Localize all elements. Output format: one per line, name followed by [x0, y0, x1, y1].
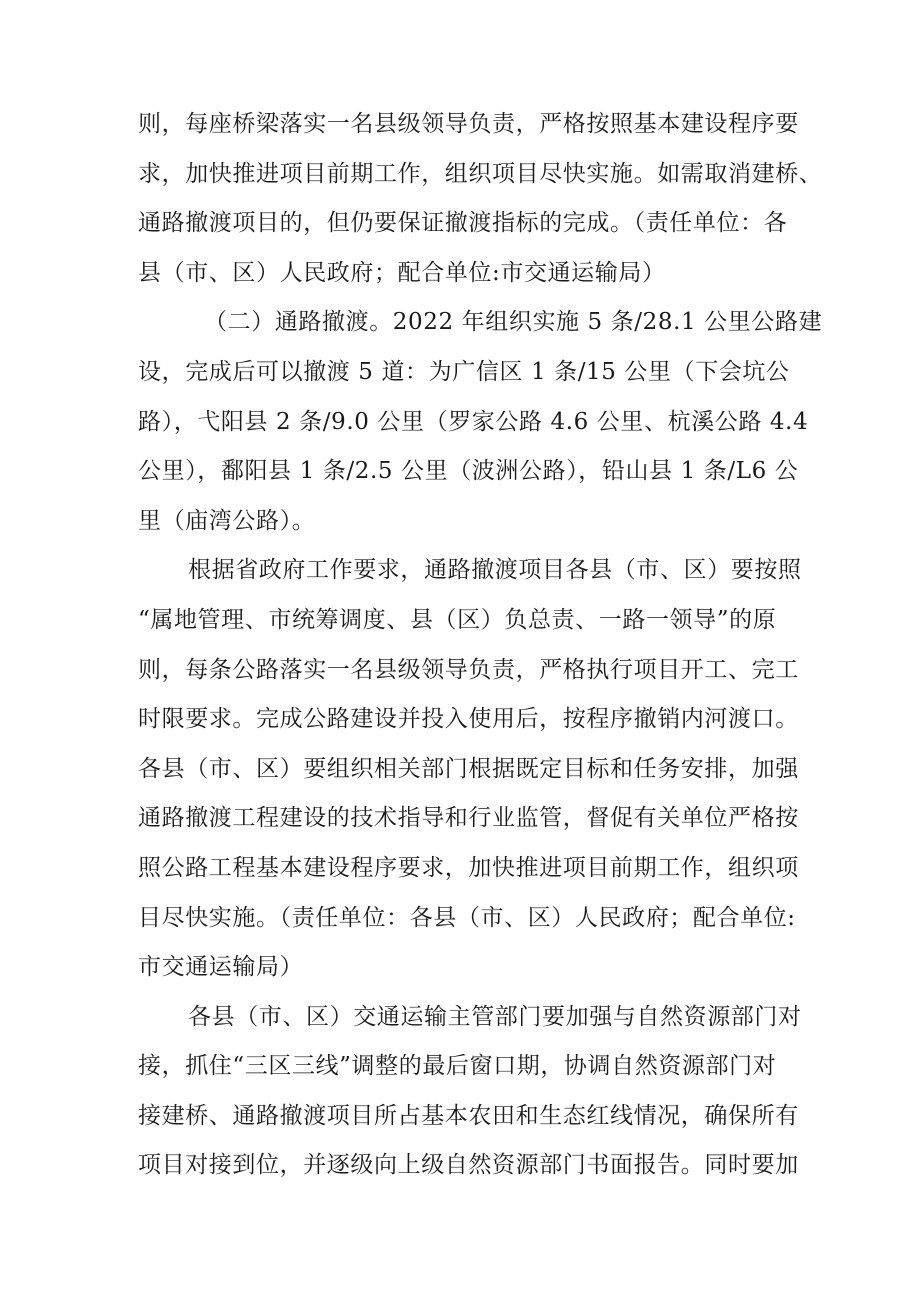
paragraph-responsibility-bridges [138, 100, 823, 298]
text-line: 接建桥、通路撤渡项目所占基本农田和生态红线情况，确保所有 [138, 1102, 799, 1129]
document-body [138, 100, 823, 1191]
text-line: 各县（市、区）要组织相关部门根据既定目标和任务安排，加强 [138, 755, 799, 782]
text-line: 各县（市、区）交通运输主管部门要加强与自然资源部门对 [188, 1003, 802, 1030]
text-line: 求，加快推进项目前期工作，组织项目尽快实施。如需取消建桥、 [138, 160, 823, 187]
text-line: 项目对接到位，并逐级向上级自然资源部门书面报告。同时要加 [138, 1152, 799, 1179]
text-line: “属地管理、市统筹调度、县（区）负总责、一路一领导”的原 [138, 606, 777, 633]
text-line: 通路撤渡项目的，但仍要保证撤渡指标的完成。（责任单位：各 [138, 210, 788, 237]
text-line: 根据省政府工作要求，通路撤渡项目各县（市、区）要按照 [188, 557, 802, 584]
text-line: （二）通路撤渡。2022 年组织实施 5 条/28.1 公里公路建 [204, 309, 823, 336]
text-line: 照公路工程基本建设程序要求，加快推进项目前期工作，组织项 [138, 854, 799, 881]
paragraph-road-ferry-replacement [138, 298, 823, 546]
text-line: 通路撤渡工程建设的技术指导和行业监管，督促有关单位严格按 [138, 805, 799, 832]
text-line: 则，每座桥梁落实一名县级领导负责，严格按照基本建设程序要 [138, 111, 799, 137]
text-line: 市交通运输局） [138, 954, 304, 981]
text-line: 路），弋阳县 2 条/9.0 公里（罗家公路 4.6 公里、杭溪公路 4.4 [138, 408, 809, 435]
text-line: 里（庙湾公路）。 [138, 507, 316, 534]
text-line: 设，完成后可以撤渡 5 道：为广信区 1 条/15 公里（下会坑公 [138, 358, 790, 385]
text-line: 公里），鄱阳县 1 条/2.5 公里（波洲公路），铅山县 1 条/L6 公 [138, 458, 799, 485]
text-line: 则，每条公路落实一名县级领导负责，严格执行项目开工、完工 [138, 656, 799, 683]
paragraph-provincial-requirements [138, 546, 802, 992]
text-line: 接，抓住“三区三线”调整的最后窗口期，协调自然资源部门对 [138, 1053, 777, 1080]
text-line: 县（市、区）人民政府；配合单位:市交通运输局） [138, 259, 666, 286]
paragraph-natural-resources-coordination [138, 993, 802, 1191]
text-line: 时限要求。完成公路建设并投入使用后，按程序撤销内河渡口。 [138, 706, 799, 733]
text-line: 目尽快实施。（责任单位：各县（市、区）人民政府；配合单位: [138, 904, 796, 931]
